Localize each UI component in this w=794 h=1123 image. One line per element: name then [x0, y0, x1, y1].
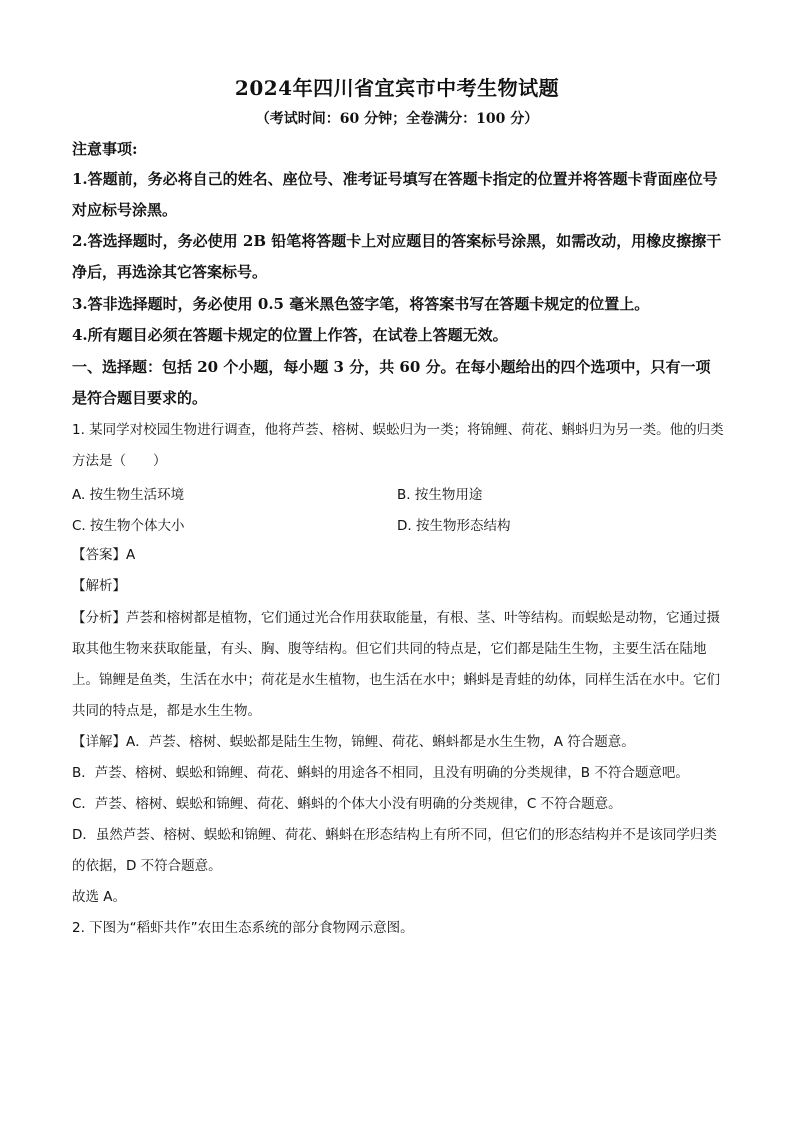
- question-1-xiangjie: [72, 727, 724, 758]
- notice-item-2: 2.答选择题时，务必使用 2B 铅笔将答题卡上对应题目的答案标号涂黑，如需改动，用橡皮擦擦干净后，再选涂其它答案标号。: [72, 232, 722, 281]
- xiangjie-tag: 【详解】: [72, 734, 126, 750]
- question-1-line-c: C．芦荟、榕树、蜈蚣和锦鲤、荷花、蝌蚪的个体大小没有明确的分类规律，C 不符合题意。: [72, 796, 622, 812]
- fenxi-tag: 【分析】: [72, 610, 126, 626]
- question-1-line-d: D．虽然芦荟、榕树、蜈蚣和锦鲤、荷花、蝌蚪在形态结构上有所不同，但它们的形态结构并不是该同学归类的依据，D 不符合题意。: [72, 827, 717, 874]
- question-1-option-d: D. 按生物形态结构: [397, 518, 511, 534]
- question-1-fenxi: [72, 603, 724, 727]
- page-subtitle: （考试时间：60 分钟；全卷满分：100 分）: [255, 111, 539, 127]
- question-2-stem: 2. 下图为“稻虾共作”农田生态系统的部分食物网示意图。: [72, 920, 414, 936]
- question-1-analysis-label: 【解析】: [72, 578, 126, 594]
- question-1-option-a: A. 按生物生活环境: [72, 487, 185, 503]
- question-1-option-c: C. 按生物个体大小: [72, 518, 185, 534]
- question-1-answer: 【答案】A: [72, 547, 136, 563]
- notice-item-4: 4.所有题目必须在答题卡规定的位置上作答，在试卷上答题无效。: [72, 326, 508, 344]
- question-1-option-b: B. 按生物用途: [397, 487, 483, 503]
- page-title: 2024年四川省宜宾市中考生物试题: [234, 76, 560, 100]
- xiangjie-text: A．芦荟、榕树、蜈蚣都是陆生生物，锦鲤、荷花、蝌蚪都是水生生物，A 符合题意。: [126, 734, 635, 750]
- section-heading: 一、选择题：包括 20 个小题，每小题 3 分，共 60 分。在每小题给出的四个选项中，只有一项是符合题目要求的。: [72, 358, 711, 407]
- fenxi-text: 芦荟和榕树都是植物，它们通过光合作用获取能量，有根、茎、叶等结构。而蜈蚣是动物，它通过摄取其他生物来获取能量，有头、胸、腹等结构。但它们共同的特点是，它们都是陆生生物，主要生活在陆地上。锦鲤是鱼类，生活在水中；荷花是水生植物，也生活在水中；蝌蚪是青蛙的幼体，同样生活在水中。它们共同的特点是，都是水生生物。: [72, 610, 720, 719]
- notice-item-3: 3.答非选择题时，务必使用 0.5 毫米黑色签字笔，将答案书写在答题卡规定的位置上。: [72, 295, 650, 313]
- question-1-stem: 1. 某同学对校园生物进行调查，他将芦荟、榕树、蜈蚣归为一类；将锦鲤、荷花、蝌蚪归为另一类。他的归类方法是（ ）: [72, 422, 724, 469]
- question-1-line-b: B．芦荟、榕树、蜈蚣和锦鲤、荷花、蝌蚪的用途各不相同，且没有明确的分类规律，B 不符合题意吧。: [72, 765, 689, 781]
- question-1-conclusion: 故选 A。: [72, 889, 127, 905]
- notice-heading: 注意事项:: [72, 140, 138, 158]
- notice-item-1: 1.答题前，务必将自己的姓名、座位号、准考证号填写在答题卡指定的位置并将答题卡背面座位号对应标号涂黑。: [72, 170, 718, 219]
